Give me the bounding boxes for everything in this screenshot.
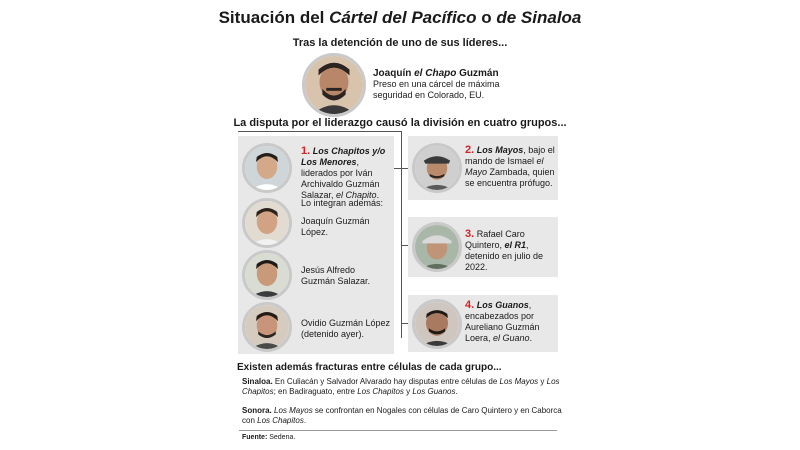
region-label: Sinaloa. [242,377,273,386]
members-heading: Lo integran además: [301,198,384,208]
group-name: Los Chapitos y/o Los Menores [301,146,386,167]
group-number: 2. [465,144,475,156]
member-name: Joaquín Guzmán López. [301,216,370,237]
member-photo [242,302,292,352]
portrait-icon [245,305,289,349]
divider [239,430,557,431]
group-1-leader-photo [242,143,292,193]
portrait-icon [415,146,459,190]
title-cartel-name: Cártel del Pacífico [329,8,477,27]
group-4-text: 4. Los Guanos, encabezados por Aureliano Guzmán Loera, el Guano. [465,299,540,343]
leader-alias: el Chapo [414,68,457,79]
portrait-icon [415,302,459,346]
group-name: Los Guanos [476,300,529,310]
page-title [0,8,800,28]
group-leader-alias: el R1 [504,240,527,250]
region-label: Sonora. [242,406,272,415]
title-cartel-alt-name: de Sinaloa [496,8,582,27]
group-3-text: 3. Rafael Caro Quintero, el R1, detenido en julio de 2022. [465,228,544,272]
member-name: Jesús Alfredo Guzmán Salazar. [301,265,371,286]
split-text: La disputa por el liderazgo causó la división en cuatro grupos... [233,117,567,129]
fractures-heading: Existen además fracturas entre células de cada grupo... [237,362,502,373]
group-1-text: 1. Los Chapitos y/o Los Menores, liderados por Iván Archivaldo Guzmán Salazar, el Chapito. [301,145,386,200]
intro-text: Tras la detención de uno de sus líderes... [292,37,508,49]
source-note: Fuente: Sedena. [242,434,296,441]
portrait-icon [245,146,289,190]
member-name: Ovidio Guzmán López (detenido ayer). [301,318,391,339]
leader-description: Preso en una cárcel de máxima seguridad en Colorado, EU. [373,79,500,100]
portrait-icon [245,201,289,245]
group-3-leader-photo [412,222,462,272]
group-name: Los Mayos [476,145,524,155]
connector-line [401,131,402,338]
title-part: Situación del [218,8,330,27]
connector-line [394,168,408,169]
sonora-paragraph: Sonora. Los Mayos se confrontan en Nogales con células de Caro Quintero y en Caborca con Los Chapitos. [242,406,562,425]
group-leader-alias: el Chapito [336,190,377,200]
group-number: 3. [465,228,475,240]
connector-line [238,131,402,132]
group-number: 4. [465,299,475,311]
portrait-icon [245,253,289,297]
leader-info [373,68,503,101]
title-part: o [476,8,497,27]
member-photo [242,198,292,248]
source-label: Fuente: [242,434,268,441]
portrait-icon [305,56,363,114]
leader-name: Joaquín el Chapo Guzmán [373,68,499,79]
group-leader-alias: el Mayo [465,156,544,177]
member-photo [242,250,292,300]
group-2-text: 2. Los Mayos, bajo el mando de Ismael el Mayo Zambada, quien se encuentra prófugo. [465,144,555,188]
group-leader-alias: el Guano [493,333,530,343]
leader-photo [302,53,366,117]
sinaloa-paragraph: Sinaloa. En Culiacán y Salvador Alvarado hay disputas entre células de Los Mayos y Los Chapitos; en Badiraguato, entre Los Chapitos y Los Guanos. [242,377,560,396]
portrait-icon [415,225,459,269]
group-4-leader-photo [412,299,462,349]
group-2-leader-photo [412,143,462,193]
group-number: 1. [301,145,311,157]
